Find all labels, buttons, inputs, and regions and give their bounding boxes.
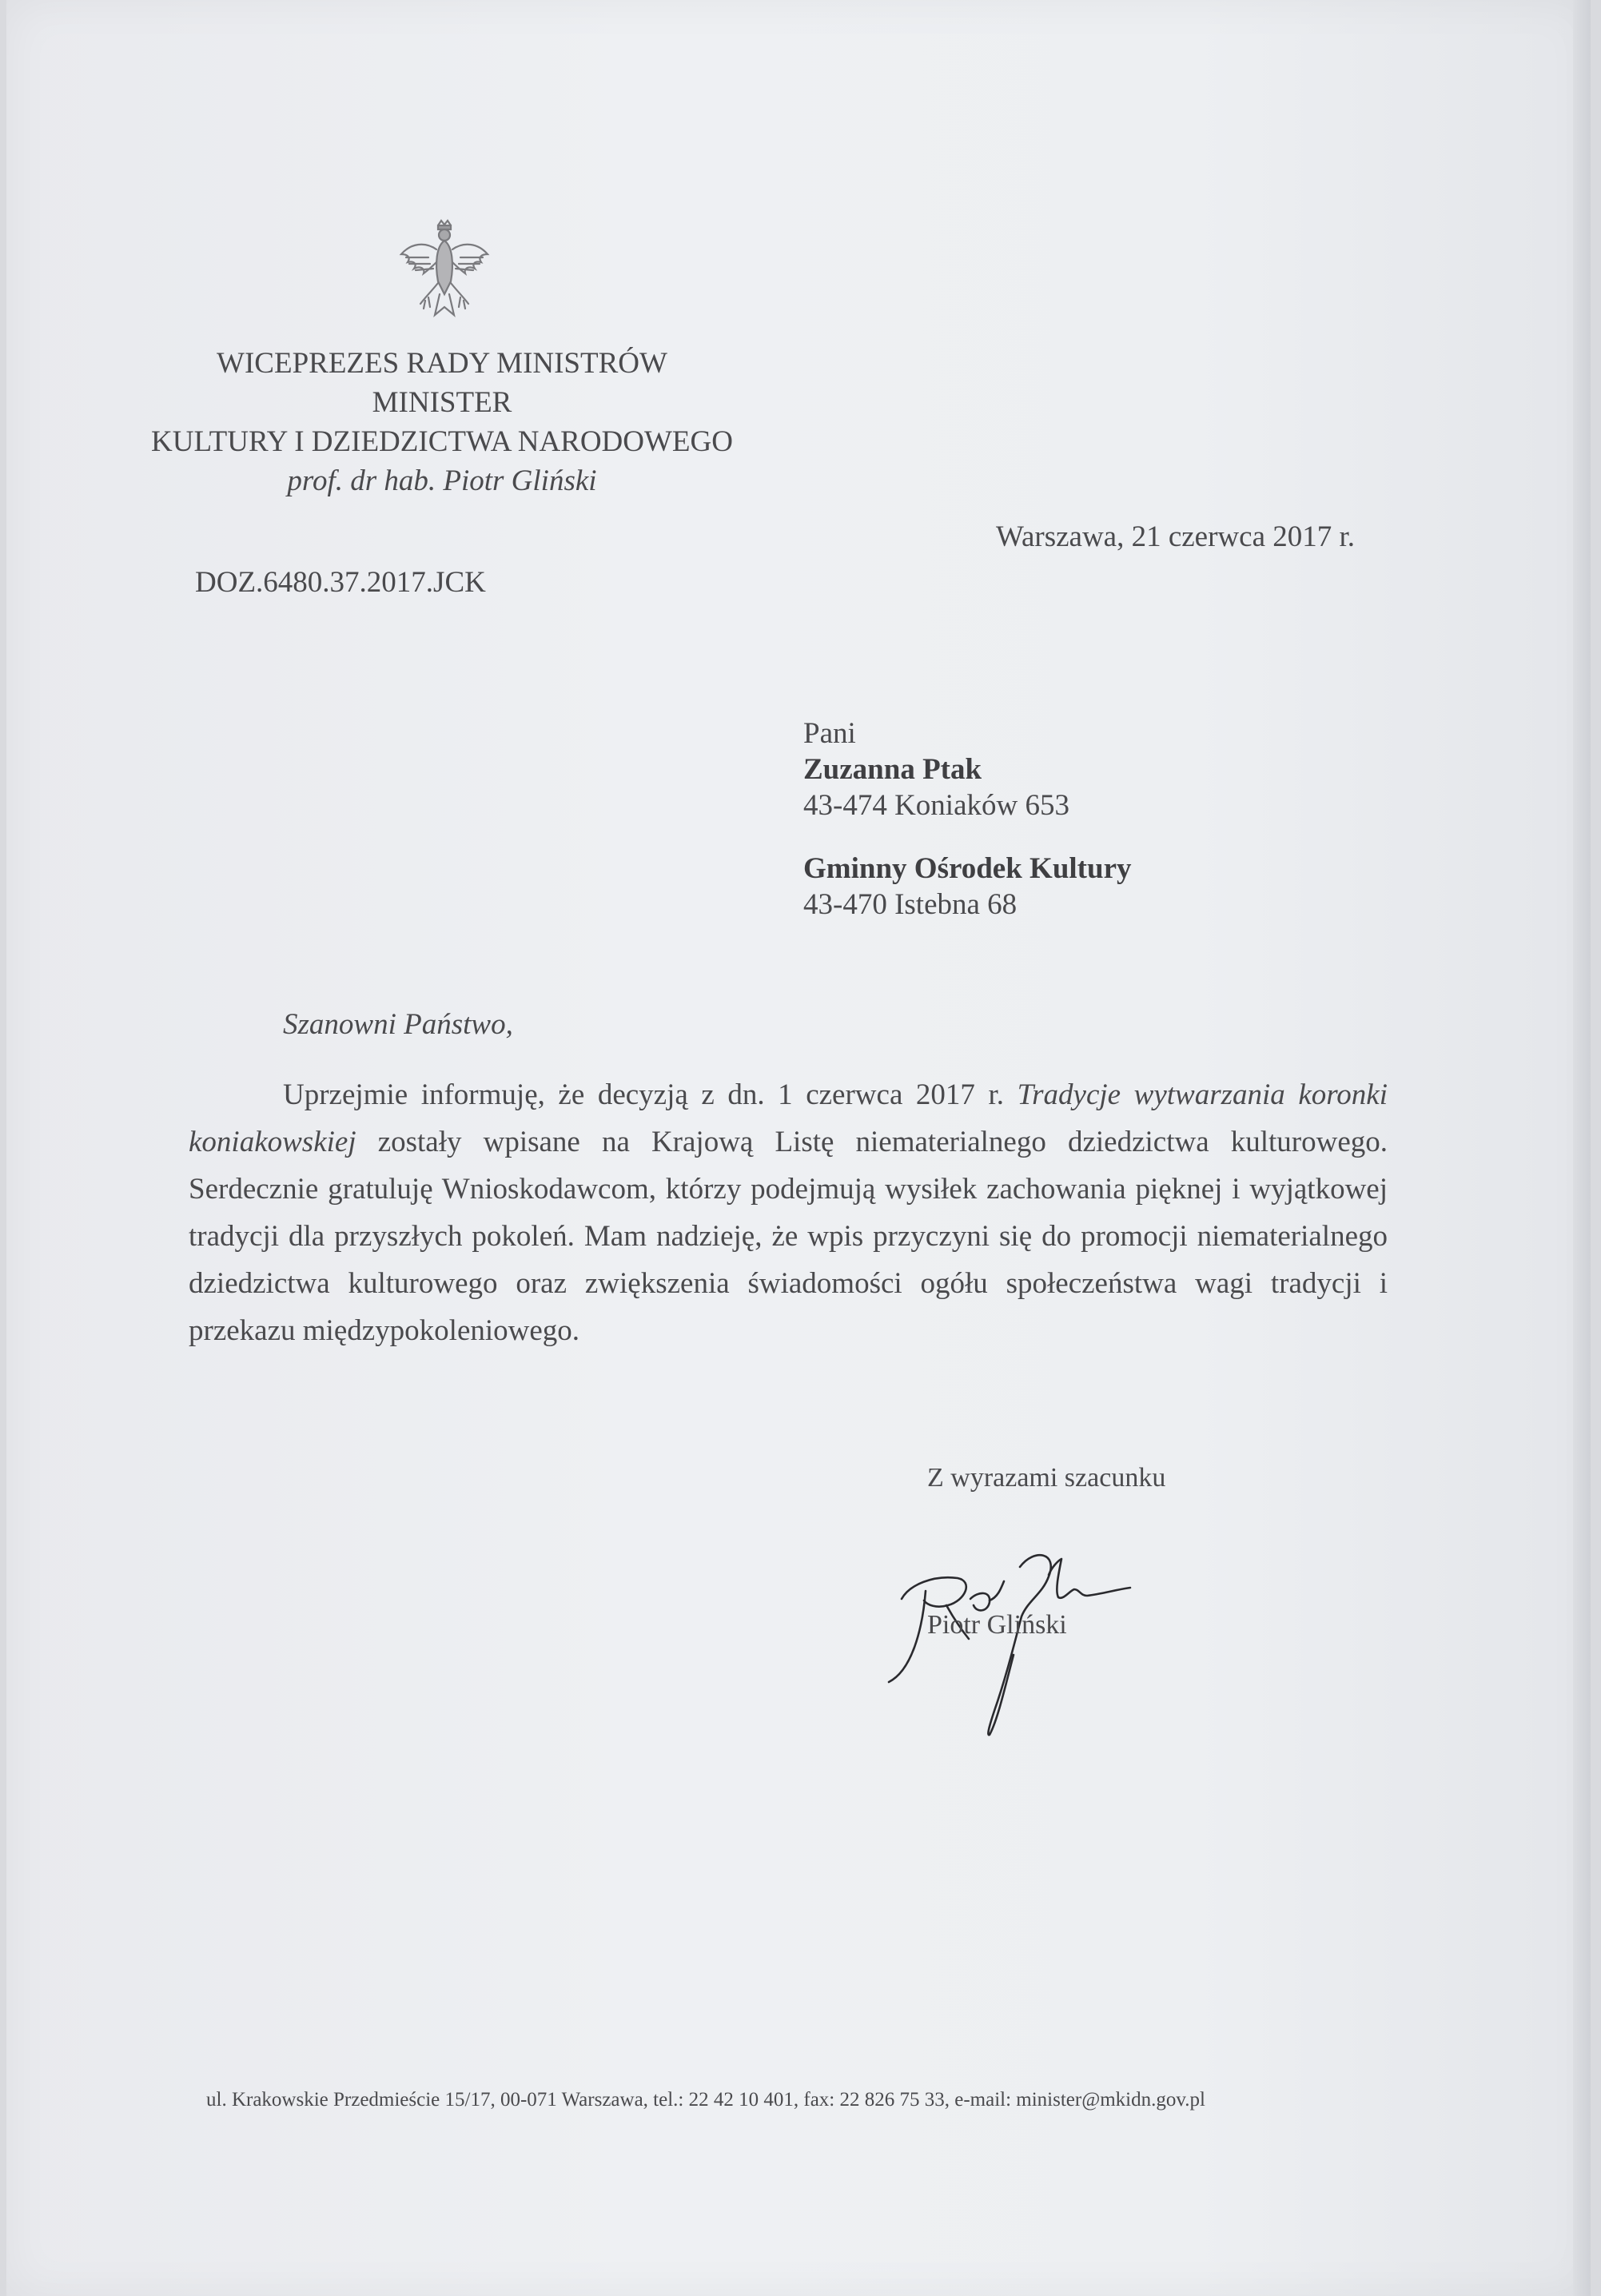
- letter-body-start: Uprzejmie informuję, że decyzją z dn. 1 czerwca 2017 r.: [283, 1078, 1018, 1111]
- letter-closing: Z wyrazami szacunku: [927, 1463, 1166, 1493]
- letter-date: Warszawa, 21 czerwca 2017 r.: [996, 520, 1356, 553]
- recipient-block: [803, 716, 1132, 923]
- signer-name: Piotr Gliński: [927, 1610, 1067, 1640]
- letterhead: [102, 344, 782, 500]
- letterhead-ministry: KULTURY I DZIEDZICTWA NARODOWEGO: [151, 425, 733, 458]
- letter-footer: ul. Krakowskie Przedmieście 15/17, 00-071 Warszawa, tel.: 22 42 10 401, fax: 22 826 75 33, e-mail: minister@mkidn.gov.pl: [206, 2089, 1205, 2111]
- letter-paper: [6, 0, 1591, 2296]
- letterhead-minister: MINISTER: [372, 386, 512, 419]
- recipient-organization-address: 43-470 Istebna 68: [803, 888, 1018, 921]
- letter-salutation: Szanowni Państwo,: [283, 1008, 513, 1041]
- polish-eagle-emblem-icon: [396, 217, 492, 320]
- letterhead-name: prof. dr hab. Piotr Gliński: [287, 464, 597, 497]
- recipient-organization: Gminny Ośrodek Kultury: [803, 852, 1132, 885]
- recipient-salutation: Pani: [803, 717, 856, 750]
- recipient-name: Zuzanna Ptak: [803, 753, 982, 786]
- letter-body: [189, 1071, 1388, 1354]
- letter-body-title: Tradycje wytwarzania koronki koniakowskiej: [189, 1078, 1388, 1158]
- reference-number: DOZ.6480.37.2017.JCK: [195, 566, 486, 599]
- letterhead-title: WICEPREZES RADY MINISTRÓW: [217, 347, 667, 380]
- paper-edge: [1573, 0, 1591, 2296]
- recipient-address: 43-474 Koniaków 653: [803, 789, 1069, 822]
- letter-body-end: zostały wpisane na Krajową Listę niematerialnego dziedzictwa kulturowego. Serdecznie gratuluję Wnioskodawcom, którzy podejmują wysiłek zachowania pięknej i wyjątkowej tradycji dla przyszłych pokoleń. Mam nadzieję, że wpis przyczyni się do promocji niematerialnego dziedzictwa kulturowego oraz zwiększenia świadomości ogółu społeczeństwa wagi tradycji i przekazu międzypokoleniowego.: [189, 1126, 1388, 1347]
